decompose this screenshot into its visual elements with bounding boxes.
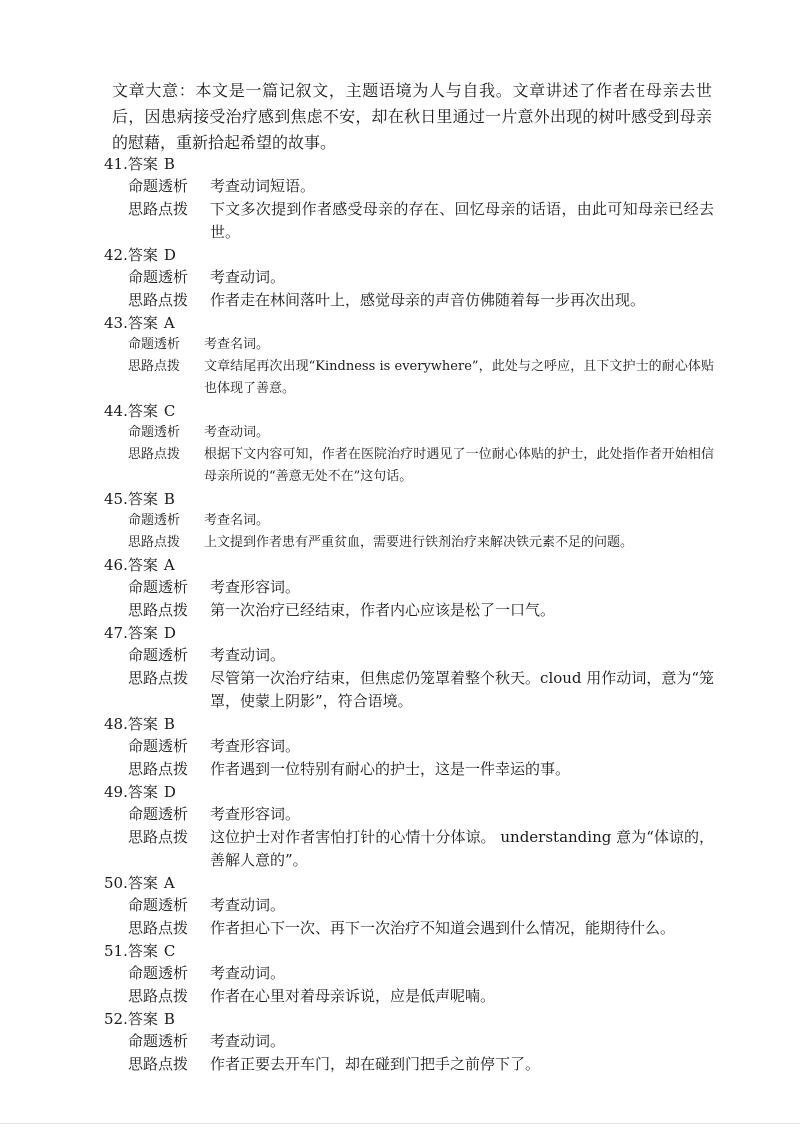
- hint-row: [128, 985, 714, 1008]
- topic-row: [128, 334, 714, 356]
- answer-value: A: [163, 314, 175, 332]
- question-number: 41.: [104, 155, 128, 173]
- question-number: 45.: [104, 490, 128, 508]
- answer-label: 答案: [127, 715, 158, 733]
- topic-label: 命题透析: [128, 896, 189, 914]
- answer-line: [104, 622, 714, 644]
- hint-text: 尽管第一次治疗结束，但焦虑仍笼罩着整个秋天。cloud 用作动词，意为“笼罩，使蒙上阴影”，符合语境。: [210, 669, 714, 710]
- answer-value: D: [163, 783, 176, 801]
- topic-label: 命题透析: [128, 177, 189, 195]
- answer-line: [104, 488, 714, 510]
- answer-value: B: [163, 715, 175, 733]
- hint-text: 作者正要去开车门，却在碰到门把手之前停下了。: [210, 1055, 541, 1073]
- answer-item-51: [104, 940, 714, 1008]
- hint-row: [128, 198, 714, 244]
- hint-row: [128, 758, 714, 781]
- topic-row: [128, 175, 714, 198]
- question-number: 51.: [104, 942, 128, 960]
- topic-label: 命题透析: [128, 513, 181, 528]
- hint-label: 思路点拨: [128, 669, 189, 687]
- topic-label: 命题透析: [128, 737, 189, 755]
- answer-value: B: [163, 490, 175, 508]
- answer-line: [104, 1008, 714, 1030]
- answer-label: 答案: [127, 1010, 158, 1028]
- answer-line: [104, 940, 714, 962]
- answer-label: 答案: [127, 556, 158, 574]
- answer-line: [104, 713, 714, 735]
- answer-label: 答案: [127, 402, 158, 420]
- answer-label: 答案: [127, 783, 158, 801]
- hint-text: 根据下文内容可知，作者在医院治疗时遇见了一位耐心体贴的护士，此处指作者开始相信母亲所说的“善意无处不在”这句话。: [204, 447, 714, 484]
- hint-text: 第一次治疗已经结束，作者内心应该是松了一口气。: [210, 601, 556, 619]
- topic-row: [128, 1030, 714, 1053]
- topic-label: 命题透析: [128, 646, 189, 664]
- topic-text: 考查动词。: [210, 896, 286, 914]
- answer-line: [104, 400, 714, 422]
- answer-item-45: [104, 488, 714, 554]
- hint-label: 思路点拨: [128, 987, 189, 1005]
- hint-text: 作者走在林间落叶上，感觉母亲的声音仿佛随着每一步再次出现。: [210, 291, 646, 309]
- hint-text: 作者在心里对着母亲诉说，应是低声呢喃。: [210, 987, 496, 1005]
- topic-row: [128, 962, 714, 985]
- question-number: 50.: [104, 874, 128, 892]
- answer-item-52: [104, 1008, 714, 1076]
- answer-label: 答案: [127, 490, 158, 508]
- topic-row: [128, 576, 714, 599]
- hint-row: [128, 599, 714, 622]
- answer-line: [104, 554, 714, 576]
- hint-text: 作者担心下一次、再下一次治疗不知道会遇到什么情况，能期待什么。: [210, 919, 676, 937]
- answer-value: D: [163, 246, 176, 264]
- hint-label: 思路点拨: [128, 828, 189, 846]
- answer-line: [104, 781, 714, 803]
- question-number: 43.: [104, 314, 128, 332]
- question-number: 47.: [104, 624, 128, 642]
- answer-item-42: [104, 244, 714, 312]
- hint-row: [128, 356, 714, 400]
- topic-text: 考查形容词。: [210, 578, 301, 596]
- page-bottom-rule: [0, 1123, 800, 1124]
- answer-label: 答案: [127, 624, 158, 642]
- topic-text: 考查形容词。: [210, 737, 301, 755]
- topic-row: [128, 422, 714, 444]
- hint-text: 作者遇到一位特别有耐心的护士，这是一件幸运的事。: [210, 760, 571, 778]
- hint-row: [128, 444, 714, 488]
- answer-value: C: [163, 402, 176, 420]
- hint-label: 思路点拨: [128, 1055, 189, 1073]
- question-number: 48.: [104, 715, 128, 733]
- topic-row: [128, 803, 714, 826]
- hint-row: [128, 1053, 714, 1076]
- topic-text: 考查形容词。: [210, 805, 301, 823]
- answer-item-44: [104, 400, 714, 488]
- topic-label: 命题透析: [128, 425, 181, 440]
- hint-label: 思路点拨: [128, 601, 189, 619]
- answer-item-50: [104, 872, 714, 940]
- hint-row: [128, 532, 714, 554]
- topic-row: [128, 510, 714, 532]
- topic-text: 考查名词。: [204, 513, 270, 528]
- answer-line: [104, 244, 714, 266]
- question-number: 44.: [104, 402, 128, 420]
- topic-text: 考查动词。: [204, 425, 270, 440]
- answer-line: [104, 872, 714, 894]
- topic-text: 考查动词。: [210, 1032, 286, 1050]
- topic-text: 考查动词。: [210, 268, 286, 286]
- article-summary: 文章大意：本文是一篇记叙文，主题语境为人与自我。文章讲述了作者在母亲去世后，因患病接受治疗感到焦虑不安，却在秋日里通过一片意外出现的树叶感受到母亲的慰藉，重新拾起希望的故事。: [112, 81, 712, 152]
- topic-label: 命题透析: [128, 578, 189, 596]
- question-number: 46.: [104, 556, 128, 574]
- answer-value: B: [163, 1010, 175, 1028]
- topic-row: [128, 735, 714, 758]
- hint-row: [128, 917, 714, 940]
- hint-row: [128, 667, 714, 713]
- topic-row: [128, 644, 714, 667]
- topic-text: 考查动词。: [210, 646, 286, 664]
- topic-label: 命题透析: [128, 268, 189, 286]
- hint-label: 思路点拨: [128, 535, 181, 550]
- hint-text: 文章结尾再次出现“Kindness is everywhere”，此处与之呼应，且下文护士的耐心体贴也体现了善意。: [204, 359, 714, 396]
- answer-value: A: [163, 874, 175, 892]
- question-number: 42.: [104, 246, 128, 264]
- hint-label: 思路点拨: [128, 760, 189, 778]
- answer-value: D: [163, 624, 176, 642]
- answer-value: C: [163, 942, 176, 960]
- hint-label: 思路点拨: [128, 200, 189, 218]
- topic-text: 考查动词短语。: [210, 177, 316, 195]
- answer-item-46: [104, 554, 714, 622]
- topic-label: 命题透析: [128, 805, 189, 823]
- hint-label: 思路点拨: [128, 447, 181, 462]
- topic-row: [128, 266, 714, 289]
- hint-label: 思路点拨: [128, 291, 189, 309]
- answer-label: 答案: [127, 874, 158, 892]
- question-number: 52.: [104, 1010, 128, 1028]
- hint-text: 下文多次提到作者感受母亲的存在、回忆母亲的话语，由此可知母亲已经去世。: [210, 200, 714, 241]
- answer-label: 答案: [127, 155, 158, 173]
- topic-text: 考查名词。: [204, 337, 270, 352]
- hint-text: 这位护士对作者害怕打针的心情十分体谅。 understanding 意为“体谅的，善解人意的”。: [210, 828, 714, 869]
- answer-value: A: [163, 556, 175, 574]
- topic-label: 命题透析: [128, 337, 181, 352]
- hint-row: [128, 826, 714, 872]
- answer-label: 答案: [127, 314, 158, 332]
- answer-value: B: [163, 155, 175, 173]
- answer-item-48: [104, 713, 714, 781]
- hint-text: 上文提到作者患有严重贫血，需要进行铁剂治疗来解决铁元素不足的问题。: [204, 535, 634, 550]
- topic-text: 考查动词。: [210, 964, 286, 982]
- answer-list: [104, 153, 714, 1076]
- topic-label: 命题透析: [128, 964, 189, 982]
- topic-row: [128, 894, 714, 917]
- hint-row: [128, 289, 714, 312]
- answer-label: 答案: [127, 942, 158, 960]
- hint-label: 思路点拨: [128, 919, 189, 937]
- answer-label: 答案: [127, 246, 158, 264]
- hint-label: 思路点拨: [128, 359, 181, 374]
- topic-label: 命题透析: [128, 1032, 189, 1050]
- question-number: 49.: [104, 783, 128, 801]
- answer-item-47: [104, 622, 714, 713]
- answer-item-41: [104, 153, 714, 244]
- answer-item-43: [104, 312, 714, 400]
- answer-line: [104, 312, 714, 334]
- answer-line: [104, 153, 714, 175]
- answer-item-49: [104, 781, 714, 872]
